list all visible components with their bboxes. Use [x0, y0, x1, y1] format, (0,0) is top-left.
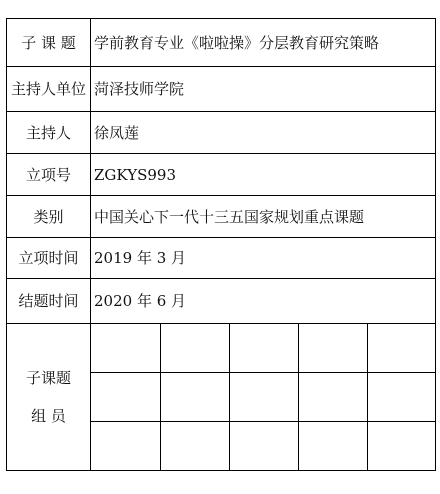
row-completion-time [7, 279, 436, 324]
host-unit-value: 菏泽技师学院 [91, 67, 436, 112]
project-number-label: 立项号 [7, 154, 91, 196]
members-label-line1: 子课题 [25, 369, 71, 387]
member-cell [91, 324, 160, 373]
row-approval-time [7, 238, 436, 279]
members-grid-cell [91, 324, 436, 471]
member-cell [298, 422, 367, 471]
member-cell [160, 422, 229, 471]
row-host-unit [7, 67, 436, 112]
member-cell [367, 373, 436, 422]
subproject-value: 学前教育专业《啦啦操》分层教育研究策略 [91, 19, 436, 67]
members-grid-row [91, 373, 436, 422]
host-unit-label: 主持人单位 [7, 67, 91, 112]
member-cell [229, 324, 298, 373]
project-number-value: ZGKYS993 [91, 154, 436, 196]
row-category [7, 196, 436, 238]
members-label [7, 324, 91, 471]
member-cell [229, 422, 298, 471]
approval-time-label: 立项时间 [7, 238, 91, 279]
row-subproject [7, 19, 436, 67]
member-cell [91, 422, 160, 471]
member-cell [298, 373, 367, 422]
project-info-sheet [6, 18, 435, 471]
members-grid-row [91, 422, 436, 471]
member-cell [367, 422, 436, 471]
completion-time-value: 2020 年 6 月 [91, 279, 436, 324]
row-host [7, 112, 436, 154]
members-grid [91, 324, 436, 470]
members-grid-row [91, 324, 436, 373]
row-project-number [7, 154, 436, 196]
host-value: 徐凤莲 [91, 112, 436, 154]
category-value: 中国关心下一代十三五国家规划重点课题 [91, 196, 436, 238]
member-cell [229, 373, 298, 422]
approval-time-value: 2019 年 3 月 [91, 238, 436, 279]
completion-time-label: 结题时间 [7, 279, 91, 324]
member-cell [298, 324, 367, 373]
row-members [7, 324, 436, 471]
category-label: 类别 [7, 196, 91, 238]
host-label: 主持人 [7, 112, 91, 154]
member-cell [160, 373, 229, 422]
subproject-label: 子 课 题 [7, 19, 91, 67]
member-cell [160, 324, 229, 373]
project-info-table [6, 18, 436, 471]
members-label-line2: 组 员 [31, 407, 66, 425]
member-cell [91, 373, 160, 422]
member-cell [367, 324, 436, 373]
